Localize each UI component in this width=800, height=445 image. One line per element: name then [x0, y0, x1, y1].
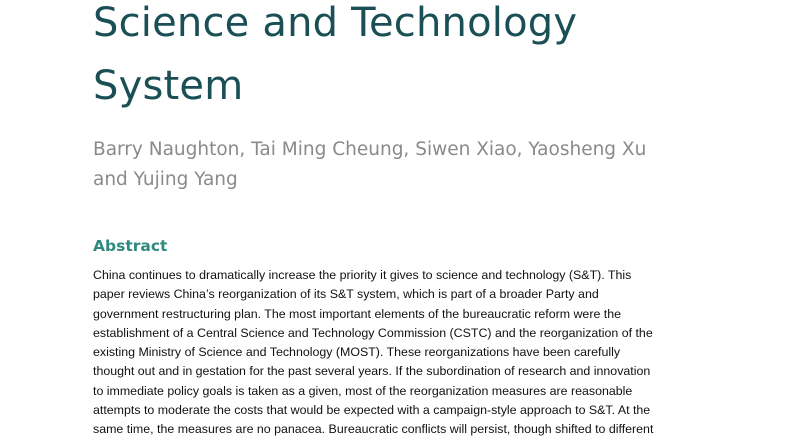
authors-line-2: and Yujing Yang	[93, 169, 238, 190]
abstract-line: same time, the measures are no panacea. Bureaucratic conflicts will persist, though shifted to different	[93, 422, 654, 437]
title-line-2: System	[93, 63, 244, 109]
authors-line-1: Barry Naughton, Tai Ming Cheung, Siwen Xiao, Yaosheng Xu	[93, 139, 647, 160]
abstract-line: thought out and in gestation for the past several years. If the subordination of research and innovation	[93, 364, 651, 379]
abstract-line: existing Ministry of Science and Technology (MOST). These reorganizations have been carefully	[93, 345, 621, 360]
abstract-line: establishment of a Central Science and Technology Commission (CSTC) and the reorganization of the	[93, 325, 653, 340]
abstract-line: paper reviews China’s reorganization of its S&T system, which is part of a broader Party and	[93, 287, 599, 302]
document-title	[93, 0, 773, 118]
title-line-1: Science and Technology	[93, 0, 578, 46]
abstract-heading: Abstract	[93, 237, 168, 255]
abstract-line: government restructuring plan. The most important elements of the bureaucratic reform were the	[93, 306, 621, 321]
abstract-line: to immediate policy goals is taken as a given, most of the reorganization measures are reasonable	[93, 383, 633, 398]
author-list	[93, 135, 713, 195]
abstract-line: attempts to moderate the costs that would be expected with a campaign-style approach to S&T. At the	[93, 403, 651, 418]
abstract-line: China continues to dramatically increase the priority it gives to science and technology (S&T). This	[93, 268, 632, 282]
abstract-text	[93, 266, 783, 440]
